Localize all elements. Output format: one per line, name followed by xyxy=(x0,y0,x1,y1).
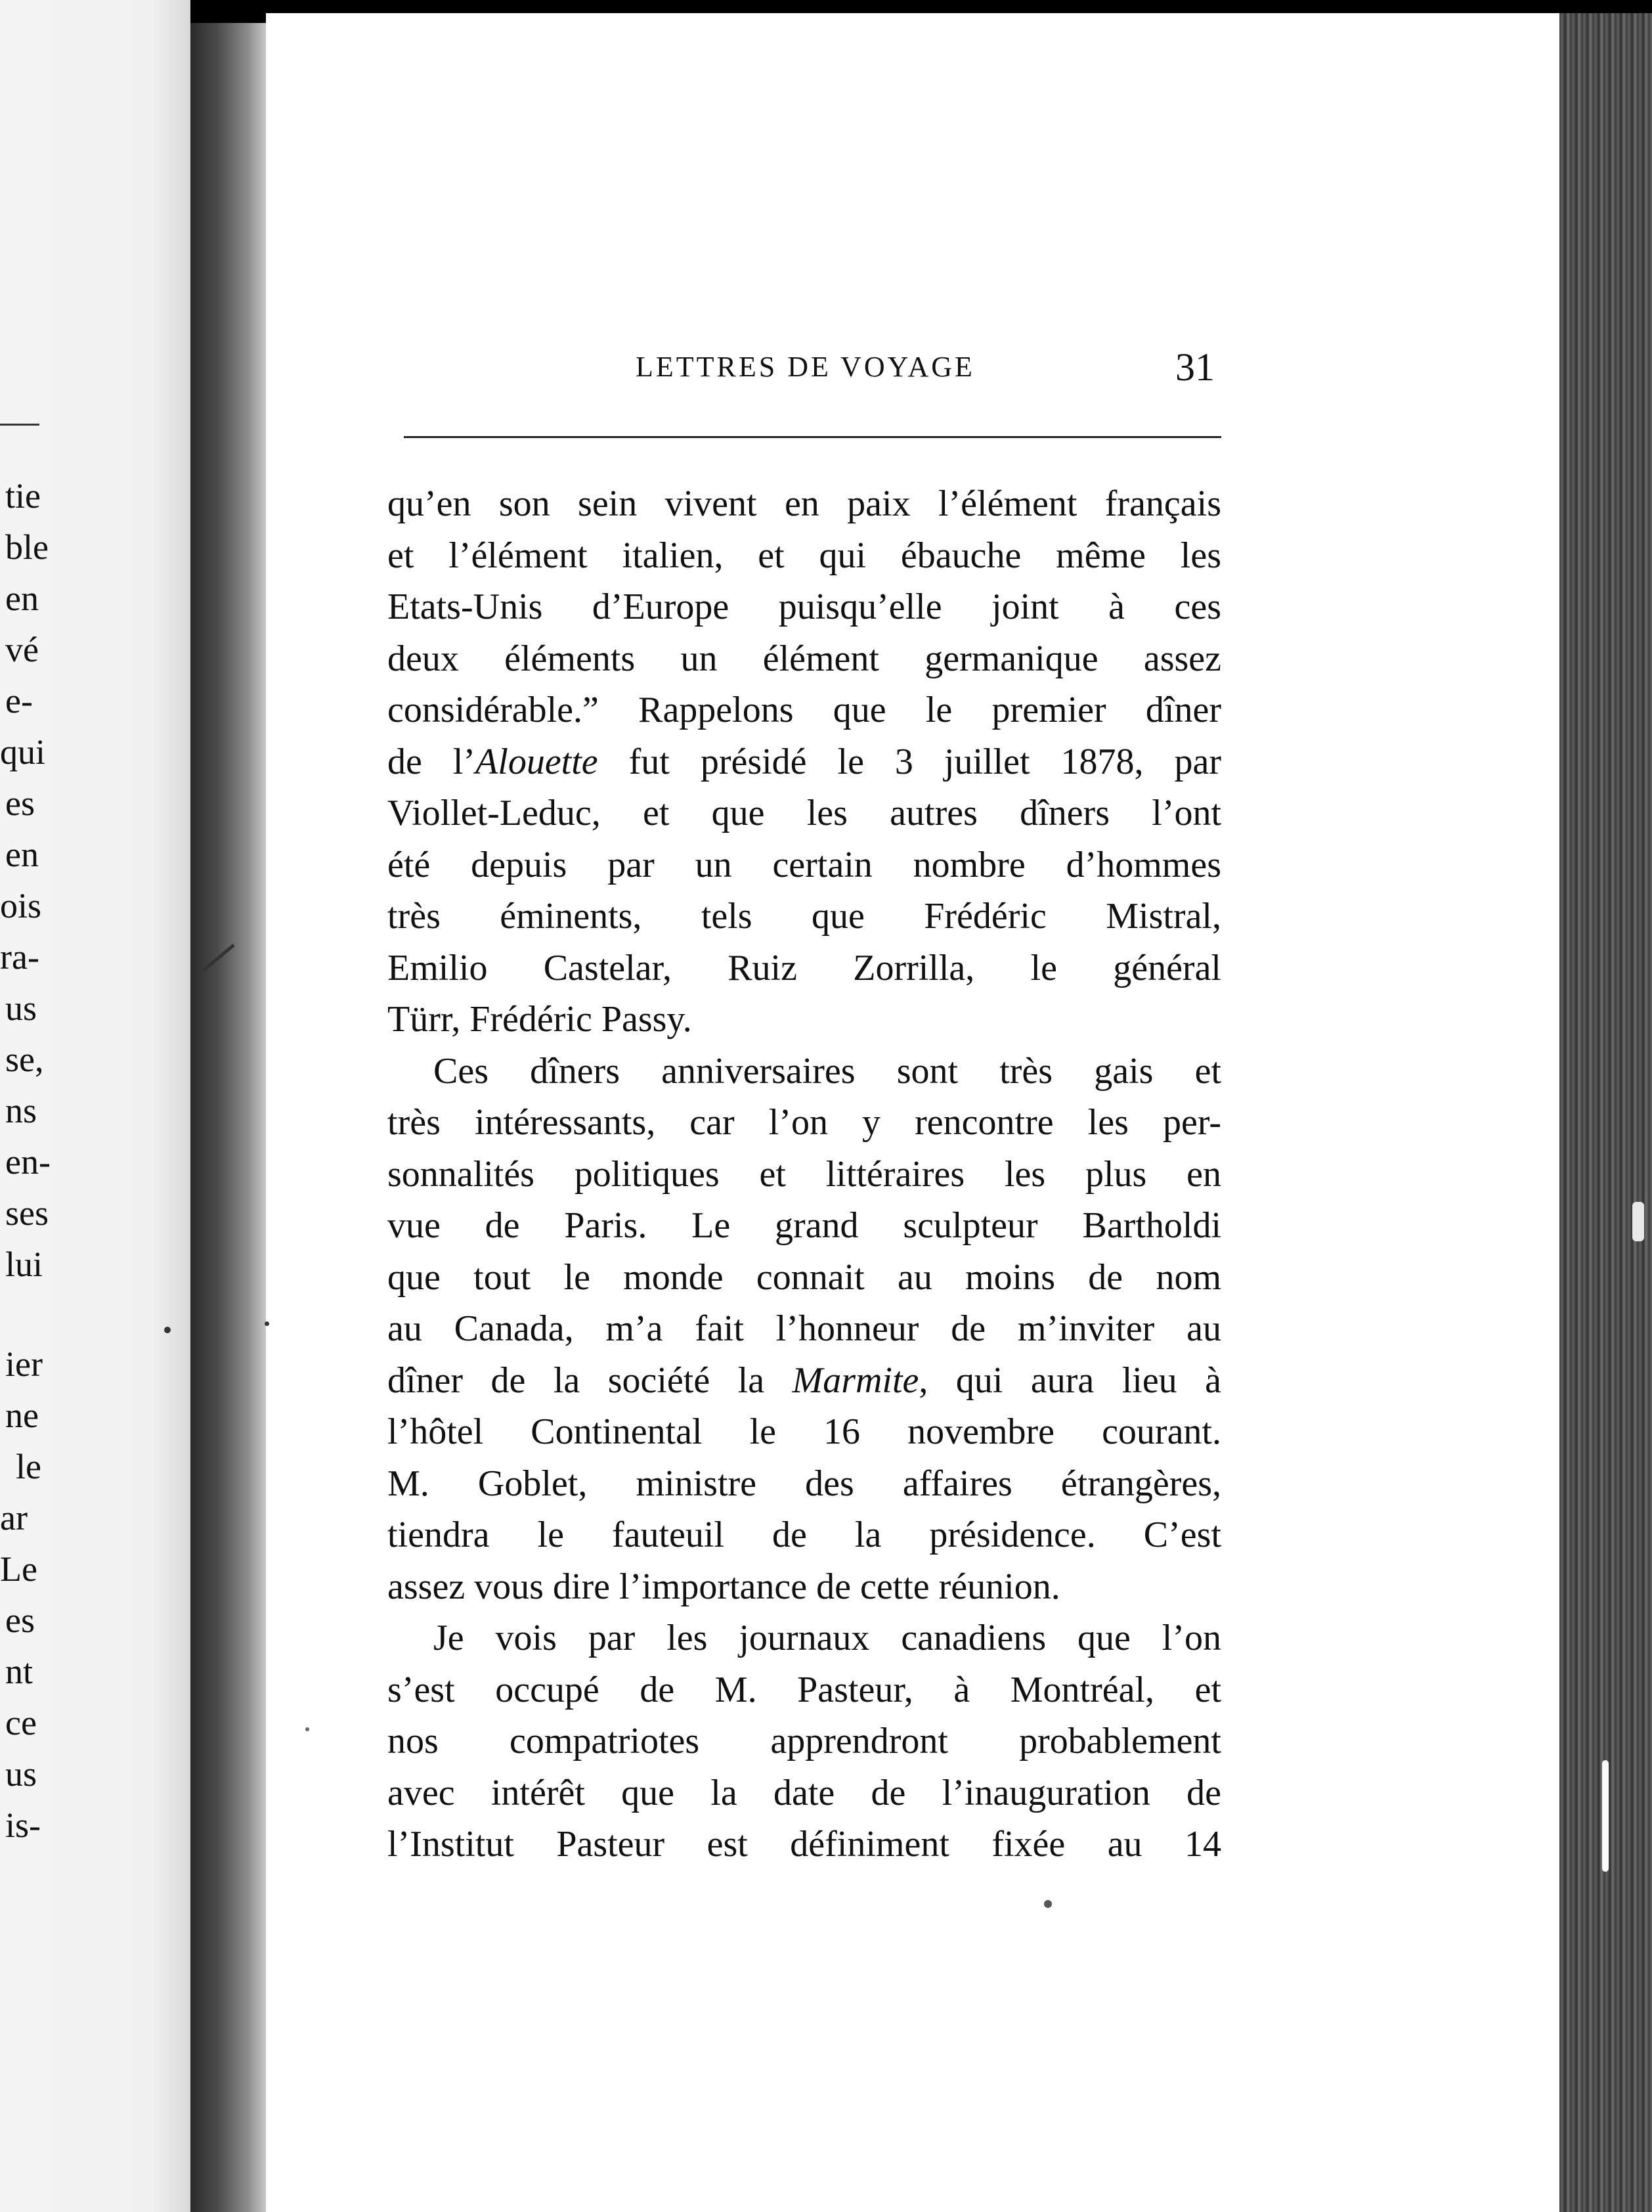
text-line: assez vous dire l’importance de cette réunion. xyxy=(387,1566,1060,1607)
left-fragment: ble xyxy=(5,527,49,567)
left-fragment: se, xyxy=(5,1040,44,1079)
left-fragment: es xyxy=(5,1601,35,1640)
left-fragment: us xyxy=(5,988,37,1028)
running-title: LETTRES DE VOYAGE xyxy=(636,351,975,383)
text-line: Viollet-Leduc, et que les autres dîners l’ont xyxy=(387,793,1221,833)
body-text xyxy=(387,478,1221,1870)
text-line: Je vois par les journaux canadiens que l’on xyxy=(433,1618,1221,1658)
text-run: fut présidé le 3 juillet 1878, par xyxy=(598,741,1222,782)
text-line: l’Institut Pasteur est définiment fixée au 14 xyxy=(387,1824,1221,1865)
edge-highlight xyxy=(1632,1202,1644,1241)
left-fragment: ar xyxy=(0,1498,28,1537)
header-rule xyxy=(404,436,1221,438)
edge-highlight xyxy=(1602,1760,1609,1872)
left-fragment: ses xyxy=(5,1193,49,1233)
left-fragment: en xyxy=(5,579,39,618)
left-fragment: ier xyxy=(5,1344,43,1384)
text-line: considérable.” Rappelons que le premier dîner xyxy=(387,690,1221,730)
left-fragment: is- xyxy=(5,1805,41,1845)
text-line: avec intérêt que la date de l’inauguration de xyxy=(387,1772,1221,1813)
text-line: que tout le monde connait au moins de nom xyxy=(387,1256,1221,1298)
text-line: tiendra le fauteuil de la présidence. C’est xyxy=(387,1515,1221,1555)
text-line: Etats-Unis d’Europe puisqu’elle joint à ces xyxy=(387,586,1221,627)
left-fragment: tie xyxy=(5,476,41,516)
text-line: M. Goblet, ministre des affaires étrangères, xyxy=(387,1463,1221,1504)
left-fragment: lui xyxy=(5,1245,43,1284)
text-line: été depuis par un certain nombre d’hommes xyxy=(387,844,1221,885)
text-line: Ces dîners anniversaires sont très gais et xyxy=(433,1050,1221,1092)
left-fragment: ce xyxy=(5,1703,37,1742)
text-line: très éminents, tels que Frédéric Mistral, xyxy=(387,896,1221,937)
left-fragment: us xyxy=(5,1754,37,1794)
text-line xyxy=(387,736,1221,788)
left-fragment: e- xyxy=(5,681,33,720)
text-line: qu’en son sein vivent en paix l’élément français xyxy=(387,483,1221,524)
left-fragment: ne xyxy=(5,1396,39,1435)
text-line: l’hôtel Continental le 16 novembre courant. xyxy=(387,1411,1221,1452)
left-fragment: le xyxy=(16,1447,41,1486)
text-run: , qui aura lieu à xyxy=(919,1360,1221,1401)
scan-speck xyxy=(305,1727,309,1731)
left-fragment: ra- xyxy=(0,937,39,977)
italic-title-alouette: Alouette xyxy=(475,741,598,782)
text-line: sonnalités politiques et littéraires les plus en xyxy=(387,1153,1221,1195)
book-fore-edge xyxy=(1559,13,1652,2212)
text-line xyxy=(387,1355,1221,1407)
left-fragment: qui xyxy=(0,732,46,772)
italic-title-marmite: Marmite xyxy=(792,1360,919,1401)
left-facing-page xyxy=(0,0,190,2212)
left-fragment: en- xyxy=(5,1142,51,1182)
text-line: Emilio Castelar, Ruiz Zorrilla, le général xyxy=(387,947,1221,988)
text-line: deux éléments un élément germanique assez xyxy=(387,638,1221,679)
left-fragment: vé xyxy=(5,630,39,669)
left-fragment: es xyxy=(5,784,35,823)
text-run: de l’ xyxy=(387,741,476,782)
text-line: Türr, Frédéric Passy. xyxy=(387,999,692,1040)
left-fragment: en xyxy=(5,835,39,874)
text-line: nos compatriotes apprendront probablement xyxy=(387,1721,1221,1761)
scan-speck xyxy=(1044,1900,1052,1908)
left-fragment: nt xyxy=(5,1652,33,1691)
text-line: s’est occupé de M. Pasteur, à Montréal, et xyxy=(387,1669,1221,1710)
text-line: très intéressants, car l’on y rencontre les per- xyxy=(387,1102,1221,1143)
book-gutter-shadow xyxy=(190,23,266,2212)
left-fragment: ois xyxy=(0,886,42,925)
page-number: 31 xyxy=(1175,345,1215,389)
text-line: vue de Paris. Le grand sculpteur Bartholdi xyxy=(387,1205,1221,1246)
scan-speck xyxy=(164,1327,171,1333)
text-run: dîner de la société la xyxy=(387,1360,793,1401)
left-fragment: ns xyxy=(5,1091,37,1130)
left-fragment: Le xyxy=(0,1549,37,1589)
text-line: au Canada, m’a fait l’honneur de m’inviter au xyxy=(387,1308,1221,1349)
text-line: et l’élément italien, et qui ébauche même les xyxy=(387,535,1221,576)
scan-speck xyxy=(265,1321,269,1326)
left-page-rule xyxy=(0,424,39,426)
